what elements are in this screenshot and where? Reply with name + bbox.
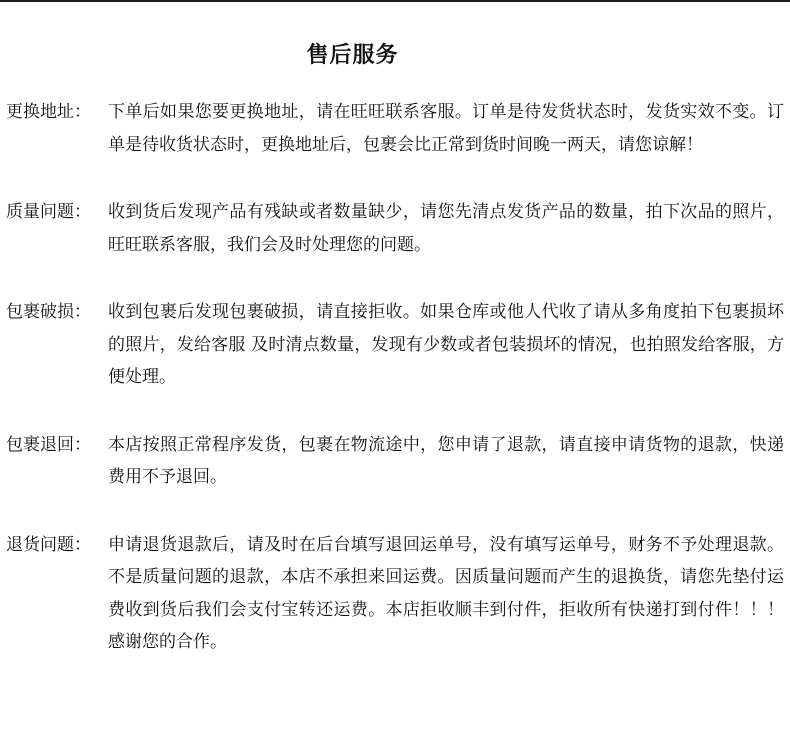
page-title: 售后服务 bbox=[306, 43, 399, 68]
section-label: 包裹退回： bbox=[6, 434, 91, 455]
section-label: 包裹破损： bbox=[6, 302, 91, 322]
section-text: 本店按照正常程序发货，包裹在物流途中，您申请了退款，请直接申请货物的退款，快递费用不予退回。 bbox=[108, 434, 784, 487]
section-text: 申请退货退款后，请及时在后台填写退回运单号，没有填写运单号，财务不予处理退款。不是质量问题的退款，本店不承担来回运费。因质量问题而产生的退换货，请您先垫付运费收到货后我们会支付宝转还运费。本店拒收顺丰到付件，拒收所有快递打到付件！！！感谢您的合作。 bbox=[108, 534, 784, 652]
section-text: 收到货后发现产品有残缺或者数量缺少，请您先清点发货产品的数量，拍下次品的照片，旺旺联系客服，我们会及时处理您的问题。 bbox=[108, 202, 784, 255]
section-label: 更换地址： bbox=[6, 102, 91, 122]
section-label: 质量问题： bbox=[6, 202, 91, 222]
section-text: 收到包裹后发现包裹破损，请直接拒收。如果仓库或他人代收了请从多角度拍下包裹损坏的照片，发给客服 及时清点数量，发现有少数或者包装损坏的情况，也拍照发给客服，方便处理。 bbox=[108, 302, 784, 387]
section-package-return bbox=[6, 429, 784, 494]
section-label: 退货问题： bbox=[6, 534, 91, 555]
section-return-issue bbox=[6, 529, 784, 659]
policy-sections bbox=[6, 96, 784, 659]
section-address-change bbox=[6, 96, 784, 161]
section-package-damage bbox=[6, 296, 784, 394]
top-divider bbox=[0, 0, 790, 2]
section-text: 下单后如果您要更换地址，请在旺旺联系客服。订单是待发货状态时，发货实效不变。订单是待收货状态时，更换地址后，包裹会比正常到货时间晚一两天，请您谅解！ bbox=[108, 102, 784, 155]
section-quality-issue bbox=[6, 196, 784, 261]
